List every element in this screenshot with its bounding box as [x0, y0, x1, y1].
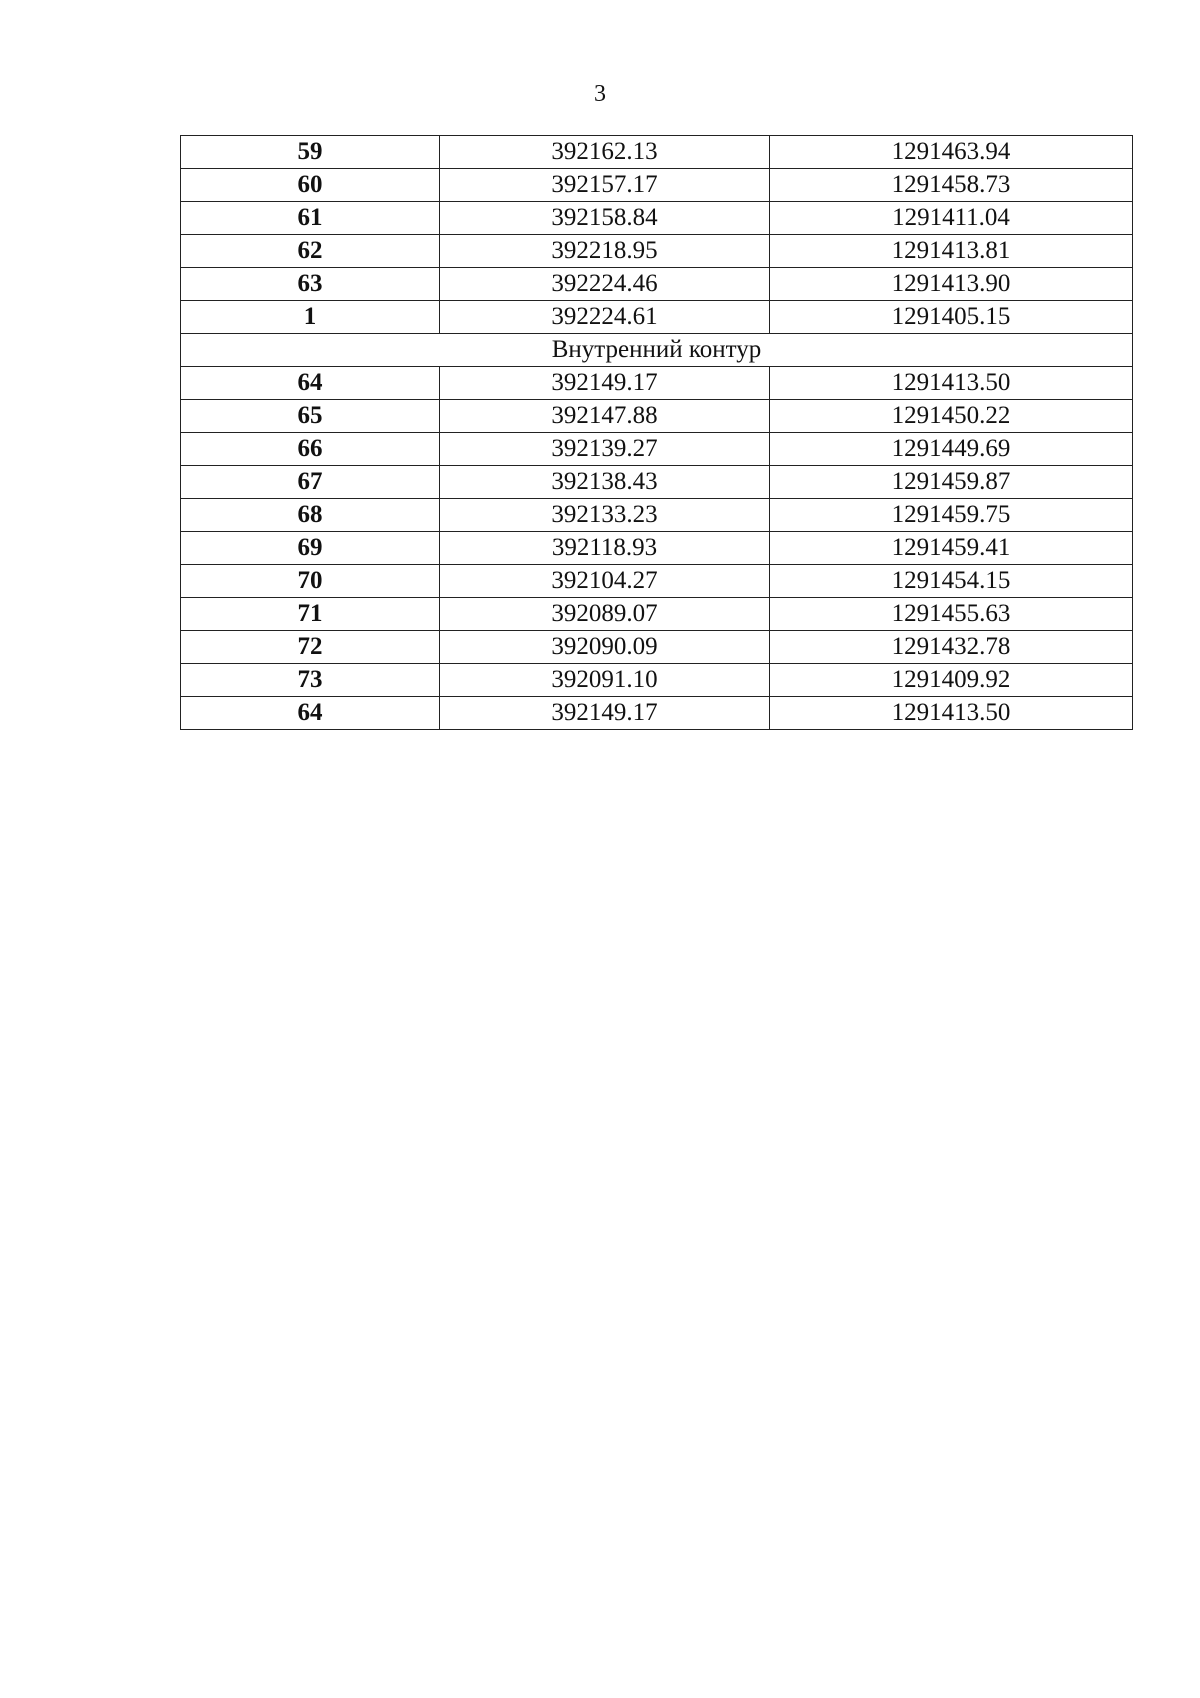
point-number-cell: 70 — [181, 565, 440, 598]
section-label: Внутренний контур — [181, 334, 1133, 367]
y-coordinate-cell: 1291458.73 — [770, 169, 1133, 202]
table-row — [181, 532, 1133, 565]
point-number-cell: 73 — [181, 664, 440, 697]
table-row — [181, 169, 1133, 202]
point-number-cell: 1 — [181, 301, 440, 334]
y-coordinate-cell: 1291413.90 — [770, 268, 1133, 301]
point-number-cell: 64 — [181, 697, 440, 730]
x-coordinate-cell: 392147.88 — [440, 400, 770, 433]
x-coordinate-cell: 392118.93 — [440, 532, 770, 565]
x-coordinate-cell: 392157.17 — [440, 169, 770, 202]
x-coordinate-cell: 392224.46 — [440, 268, 770, 301]
point-number-cell: 61 — [181, 202, 440, 235]
x-coordinate-cell: 392218.95 — [440, 235, 770, 268]
table-row — [181, 301, 1133, 334]
point-number-cell: 71 — [181, 598, 440, 631]
point-number-cell: 65 — [181, 400, 440, 433]
x-coordinate-cell: 392091.10 — [440, 664, 770, 697]
page-number: 3 — [594, 81, 606, 107]
x-coordinate-cell: 392162.13 — [440, 136, 770, 169]
point-number-cell: 60 — [181, 169, 440, 202]
y-coordinate-cell: 1291405.15 — [770, 301, 1133, 334]
table-row — [181, 268, 1133, 301]
x-coordinate-cell: 392104.27 — [440, 565, 770, 598]
x-coordinate-cell: 392224.61 — [440, 301, 770, 334]
table-row — [181, 565, 1133, 598]
point-number-cell: 66 — [181, 433, 440, 466]
x-coordinate-cell: 392089.07 — [440, 598, 770, 631]
y-coordinate-cell: 1291454.15 — [770, 565, 1133, 598]
table-row — [181, 433, 1133, 466]
x-coordinate-cell: 392138.43 — [440, 466, 770, 499]
y-coordinate-cell: 1291413.50 — [770, 697, 1133, 730]
point-number-cell: 62 — [181, 235, 440, 268]
y-coordinate-cell: 1291459.75 — [770, 499, 1133, 532]
table-row — [181, 202, 1133, 235]
table-row — [181, 664, 1133, 697]
y-coordinate-cell: 1291459.41 — [770, 532, 1133, 565]
x-coordinate-cell: 392090.09 — [440, 631, 770, 664]
point-number-cell: 67 — [181, 466, 440, 499]
table-row — [181, 136, 1133, 169]
point-number-cell: 68 — [181, 499, 440, 532]
point-number-cell: 64 — [181, 367, 440, 400]
table-row — [181, 235, 1133, 268]
point-number-cell: 63 — [181, 268, 440, 301]
x-coordinate-cell: 392158.84 — [440, 202, 770, 235]
x-coordinate-cell: 392149.17 — [440, 697, 770, 730]
table-row — [181, 697, 1133, 730]
table-row — [181, 598, 1133, 631]
y-coordinate-cell: 1291463.94 — [770, 136, 1133, 169]
x-coordinate-cell: 392139.27 — [440, 433, 770, 466]
point-number-cell: 59 — [181, 136, 440, 169]
table-row — [181, 400, 1133, 433]
coordinates-table — [180, 135, 1133, 730]
table-row — [181, 631, 1133, 664]
y-coordinate-cell: 1291450.22 — [770, 400, 1133, 433]
x-coordinate-cell: 392133.23 — [440, 499, 770, 532]
y-coordinate-cell: 1291413.81 — [770, 235, 1133, 268]
y-coordinate-cell: 1291459.87 — [770, 466, 1133, 499]
y-coordinate-cell: 1291432.78 — [770, 631, 1133, 664]
y-coordinate-cell: 1291455.63 — [770, 598, 1133, 631]
y-coordinate-cell: 1291409.92 — [770, 664, 1133, 697]
section-row — [181, 334, 1133, 367]
table-row — [181, 499, 1133, 532]
point-number-cell: 69 — [181, 532, 440, 565]
coordinates-table-body — [181, 136, 1133, 730]
point-number-cell: 72 — [181, 631, 440, 664]
x-coordinate-cell: 392149.17 — [440, 367, 770, 400]
table-row — [181, 466, 1133, 499]
y-coordinate-cell: 1291449.69 — [770, 433, 1133, 466]
y-coordinate-cell: 1291411.04 — [770, 202, 1133, 235]
y-coordinate-cell: 1291413.50 — [770, 367, 1133, 400]
table-row — [181, 367, 1133, 400]
